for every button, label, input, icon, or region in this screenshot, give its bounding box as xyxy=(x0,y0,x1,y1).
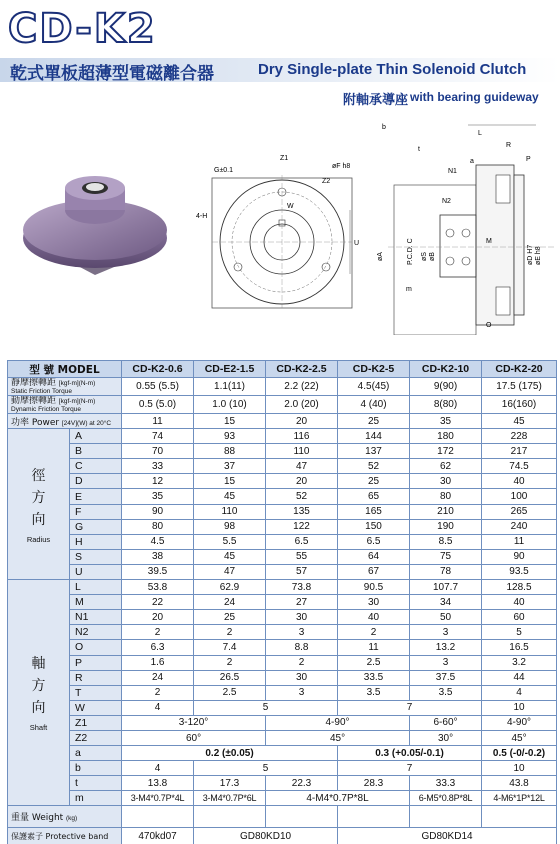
table-cell: 0.55 (5.5) xyxy=(122,378,194,396)
table-cell: 172 xyxy=(410,444,482,459)
dim-key: b xyxy=(70,761,122,776)
table-cell: 75 xyxy=(410,549,482,564)
label-l: L xyxy=(478,130,482,137)
dim-key: T xyxy=(70,685,122,700)
table-cell: 12 xyxy=(122,474,194,489)
table-cell: 38 xyxy=(122,549,194,564)
title-english: Dry Single-plate Thin Solenoid Clutch xyxy=(258,61,527,78)
table-cell: 180 xyxy=(410,429,482,444)
table-cell: 22.3 xyxy=(266,776,338,791)
table-cell: 90 xyxy=(122,504,194,519)
table-cell: 4 xyxy=(122,700,194,715)
table-cell: 30 xyxy=(338,595,410,610)
table-row xyxy=(8,625,557,640)
table-cell: 7.4 xyxy=(194,640,266,655)
table-cell: 20 xyxy=(266,414,338,429)
table-cell: 217 xyxy=(482,444,557,459)
subtitle-english: with bearing guideway xyxy=(410,90,539,104)
table-cell: 16.5 xyxy=(482,640,557,655)
model-col-3: CD-K2-2.5 xyxy=(266,361,338,378)
table-cell: 137 xyxy=(338,444,410,459)
dim-key: C xyxy=(70,459,122,474)
table-cell: 6.5 xyxy=(338,534,410,549)
table-cell: 62 xyxy=(410,459,482,474)
table-row xyxy=(8,640,557,655)
table-cell: 6-60° xyxy=(410,715,482,730)
dim-key: m xyxy=(70,791,122,806)
front-view-drawing xyxy=(192,150,364,310)
table-row xyxy=(8,444,557,459)
protective-band-label: 保護素子 Protective band xyxy=(8,828,122,844)
table-cell: 6-M5*0.8P*8L xyxy=(410,791,482,806)
table-cell: 30 xyxy=(410,474,482,489)
dim-key: N2 xyxy=(70,625,122,640)
label-o: O xyxy=(486,322,492,329)
table-cell: 240 xyxy=(482,519,557,534)
dim-key: a xyxy=(70,746,122,761)
table-cell: 3 xyxy=(266,685,338,700)
dim-key: U xyxy=(70,564,122,579)
label-u: U xyxy=(354,240,360,247)
table-cell: 8(80) xyxy=(410,396,482,414)
table-row xyxy=(8,474,557,489)
table-cell: 6.5 xyxy=(266,534,338,549)
table-cell: 5 xyxy=(482,625,557,640)
table-cell: 70 xyxy=(122,444,194,459)
dim-key: G xyxy=(70,519,122,534)
table-cell: 5.5 xyxy=(194,534,266,549)
table-cell: 8.8 xyxy=(266,640,338,655)
label-z1: Z1 xyxy=(280,155,289,162)
label-z2: Z2 xyxy=(322,178,331,185)
table-cell: 39.5 xyxy=(122,564,194,579)
table-cell: 265 xyxy=(482,504,557,519)
table-cell: 110 xyxy=(266,444,338,459)
table-cell: 17.5 (175) xyxy=(482,378,557,396)
table-cell: 1.0 (10) xyxy=(194,396,266,414)
table-cell: 5 xyxy=(194,700,338,715)
model-col-1: CD-K2-0.6 xyxy=(122,361,194,378)
model-col-6: CD-K2-20 xyxy=(482,361,557,378)
static-torque-label: 靜摩擦轉距 [kgf-m](N-m) Static Friction Torque xyxy=(8,378,122,396)
table-cell: 24 xyxy=(194,595,266,610)
table-cell: 4-90° xyxy=(482,715,557,730)
shaft-group-label: 軸 方 向 Shaft xyxy=(8,580,70,806)
label-r: R xyxy=(506,142,512,149)
table-cell: 80 xyxy=(410,489,482,504)
table-cell: 3-120° xyxy=(122,715,266,730)
table-cell: 62.9 xyxy=(194,580,266,595)
table-cell: 2 xyxy=(266,655,338,670)
table-cell: 6.3 xyxy=(122,640,194,655)
table-cell: 2.2 (22) xyxy=(266,378,338,396)
table-cell: GD80KD10 xyxy=(194,828,338,844)
table-cell: 4.5 xyxy=(122,534,194,549)
table-cell: 116 xyxy=(266,429,338,444)
table-cell: 8.5 xyxy=(410,534,482,549)
table-row xyxy=(8,489,557,504)
table-cell: 13.2 xyxy=(410,640,482,655)
table-cell: 3.2 xyxy=(482,655,557,670)
table-cell: 11 xyxy=(482,534,557,549)
table-cell: 37.5 xyxy=(410,670,482,685)
table-cell: 4 xyxy=(482,685,557,700)
table-cell: 9(90) xyxy=(410,378,482,396)
table-cell: 4-90° xyxy=(266,715,410,730)
table-cell: 4 xyxy=(122,761,194,776)
label-a: a xyxy=(470,158,474,165)
dim-key: Z1 xyxy=(70,715,122,730)
table-cell: 10 xyxy=(482,761,557,776)
table-cell: 30° xyxy=(410,730,482,745)
label-n2: N2 xyxy=(442,198,451,205)
table-cell: 3 xyxy=(410,625,482,640)
table-cell: 93.5 xyxy=(482,564,557,579)
dim-key: A xyxy=(70,429,122,444)
table-cell: 45° xyxy=(482,730,557,745)
table-cell: 50 xyxy=(410,610,482,625)
label-m: M xyxy=(486,238,492,245)
table-row xyxy=(8,564,557,579)
table-cell: 3 xyxy=(266,625,338,640)
table-cell: 4.5(45) xyxy=(338,378,410,396)
table-cell: 0.3 (+0.05/-0.1) xyxy=(338,746,482,761)
table-cell: 40 xyxy=(482,595,557,610)
table-cell: 65 xyxy=(338,489,410,504)
table-cell: 4-M4*0.7P*8L xyxy=(266,791,410,806)
table-cell: 80 xyxy=(122,519,194,534)
table-cell: 16(160) xyxy=(482,396,557,414)
table-cell: 135 xyxy=(266,504,338,519)
table-cell: 13.8 xyxy=(122,776,194,791)
static-torque-row xyxy=(8,378,557,396)
table-cell: 1.1(11) xyxy=(194,378,266,396)
table-cell: 2.5 xyxy=(338,655,410,670)
table-cell: 28.3 xyxy=(338,776,410,791)
table-cell: 0.2 (±0.05) xyxy=(122,746,338,761)
model-title: CD-K2 xyxy=(8,6,157,52)
dim-key: N1 xyxy=(70,610,122,625)
power-label: 功率 Power [24V](W) at 20°C xyxy=(8,414,122,429)
table-cell: 45 xyxy=(482,414,557,429)
table-row xyxy=(8,685,557,700)
table-cell: 7 xyxy=(338,700,482,715)
table-cell: 15 xyxy=(194,414,266,429)
table-cell: 73.8 xyxy=(266,580,338,595)
table-row xyxy=(8,776,557,791)
table-cell: 128.5 xyxy=(482,580,557,595)
label-g: G±0.1 xyxy=(214,167,234,174)
table-cell: 25 xyxy=(194,610,266,625)
table-cell xyxy=(266,806,338,828)
table-cell: 67 xyxy=(338,564,410,579)
table-cell: 4-M6*1P*12L xyxy=(482,791,557,806)
table-cell: 2 xyxy=(338,625,410,640)
table-row xyxy=(8,670,557,685)
table-cell: 5 xyxy=(194,761,338,776)
table-cell: 30 xyxy=(266,610,338,625)
table-row xyxy=(8,700,557,715)
table-cell: 107.7 xyxy=(410,580,482,595)
label-p: P xyxy=(526,156,531,163)
table-cell: 35 xyxy=(410,414,482,429)
table-cell: 100 xyxy=(482,489,557,504)
table-cell: 44 xyxy=(482,670,557,685)
table-cell: 2 xyxy=(122,685,194,700)
table-row xyxy=(8,429,557,444)
dim-key: P xyxy=(70,655,122,670)
table-cell: 45° xyxy=(266,730,410,745)
table-row xyxy=(8,655,557,670)
table-cell: 165 xyxy=(338,504,410,519)
label-w: W xyxy=(287,203,294,210)
table-cell: 47 xyxy=(266,459,338,474)
table-cell: 33.5 xyxy=(338,670,410,685)
table-cell: 40 xyxy=(338,610,410,625)
label-os: øS xyxy=(421,252,428,261)
model-col-4: CD-K2-5 xyxy=(338,361,410,378)
label-ob: øB xyxy=(429,252,436,261)
dynamic-torque-row xyxy=(8,396,557,414)
table-row xyxy=(8,459,557,474)
table-row xyxy=(8,595,557,610)
table-cell: 11 xyxy=(338,640,410,655)
table-row xyxy=(8,730,557,745)
model-col-2: CD-E2-1.5 xyxy=(194,361,266,378)
table-cell: 1.6 xyxy=(122,655,194,670)
table-row xyxy=(8,715,557,730)
spec-table xyxy=(7,360,557,844)
table-row xyxy=(8,504,557,519)
table-cell: 4 (40) xyxy=(338,396,410,414)
subtitle-chinese: 附軸承導座 xyxy=(343,93,409,108)
table-cell: 40 xyxy=(482,474,557,489)
table-cell: 15 xyxy=(194,474,266,489)
dim-key: D xyxy=(70,474,122,489)
table-cell: 25 xyxy=(338,474,410,489)
table-cell xyxy=(194,806,266,828)
dim-key: t xyxy=(70,776,122,791)
dim-key: L xyxy=(70,580,122,595)
label-oa: øA xyxy=(377,252,384,261)
table-cell: 33 xyxy=(122,459,194,474)
table-cell: 10 xyxy=(482,700,557,715)
table-cell: 228 xyxy=(482,429,557,444)
table-cell: 30 xyxy=(266,670,338,685)
table-cell: 190 xyxy=(410,519,482,534)
table-cell: 2.5 xyxy=(194,685,266,700)
table-cell: 25 xyxy=(338,414,410,429)
table-cell: 74.5 xyxy=(482,459,557,474)
table-cell: 33.3 xyxy=(410,776,482,791)
label-n1: N1 xyxy=(448,168,457,175)
dim-key: W xyxy=(70,700,122,715)
weight-label: 重量 Weight (kg) xyxy=(8,806,122,828)
protective-band-row xyxy=(8,828,557,844)
page-header xyxy=(0,0,560,110)
table-cell: 26.5 xyxy=(194,670,266,685)
model-label: 型 號 MODEL xyxy=(8,361,122,378)
model-col-5: CD-K2-10 xyxy=(410,361,482,378)
radius-group-label: 徑 方 向 Radius xyxy=(8,429,70,580)
table-cell: 93 xyxy=(194,429,266,444)
table-cell: 52 xyxy=(338,459,410,474)
dim-key: Z2 xyxy=(70,730,122,745)
table-cell xyxy=(338,806,410,828)
table-cell: 122 xyxy=(266,519,338,534)
table-cell xyxy=(122,806,194,828)
table-cell: 55 xyxy=(266,549,338,564)
label-b: b xyxy=(382,124,386,131)
table-row xyxy=(8,549,557,564)
table-cell: 0.5 (5.0) xyxy=(122,396,194,414)
table-cell: 7 xyxy=(338,761,482,776)
dynamic-torque-label: 動摩擦轉距 [kgf-m](N-m) Dynamic Friction Torque xyxy=(8,396,122,414)
table-cell: 37 xyxy=(194,459,266,474)
table-cell: 47 xyxy=(194,564,266,579)
table-cell: 2 xyxy=(194,625,266,640)
table-cell: 27 xyxy=(266,595,338,610)
table-row xyxy=(8,761,557,776)
label-mm: m xyxy=(406,286,412,293)
table-cell xyxy=(482,806,557,828)
dim-key: H xyxy=(70,534,122,549)
table-row xyxy=(8,534,557,549)
table-cell: 144 xyxy=(338,429,410,444)
table-cell: 35 xyxy=(122,489,194,504)
table-cell: 88 xyxy=(194,444,266,459)
table-cell: 3 xyxy=(410,655,482,670)
label-oeh8: øE h8 xyxy=(535,246,542,265)
table-cell: 24 xyxy=(122,670,194,685)
table-cell: 17.3 xyxy=(194,776,266,791)
table-cell: 34 xyxy=(410,595,482,610)
table-cell: 150 xyxy=(338,519,410,534)
side-view-drawing xyxy=(368,115,558,335)
table-cell: 60° xyxy=(122,730,266,745)
table-cell: 45 xyxy=(194,549,266,564)
table-cell: 470kd07 xyxy=(122,828,194,844)
table-cell: 64 xyxy=(338,549,410,564)
product-photo xyxy=(10,150,180,300)
dim-key: S xyxy=(70,549,122,564)
power-row xyxy=(8,414,557,429)
table-cell: 22 xyxy=(122,595,194,610)
dim-key: R xyxy=(70,670,122,685)
table-cell: 43.8 xyxy=(482,776,557,791)
table-cell: GD80KD14 xyxy=(338,828,557,844)
table-cell: 90.5 xyxy=(338,580,410,595)
table-cell: 78 xyxy=(410,564,482,579)
table-cell: 3-M4*0.7P*4L xyxy=(122,791,194,806)
title-chinese: 乾式單板超薄型電磁離合器 xyxy=(10,64,214,84)
table-row xyxy=(8,519,557,534)
table-cell: 20 xyxy=(122,610,194,625)
weight-row xyxy=(8,806,557,828)
table-cell: 57 xyxy=(266,564,338,579)
dim-key: E xyxy=(70,489,122,504)
table-cell: 3.5 xyxy=(410,685,482,700)
dim-key: B xyxy=(70,444,122,459)
table-cell: 2 xyxy=(122,625,194,640)
table-row xyxy=(8,746,557,761)
table-cell: 20 xyxy=(266,474,338,489)
table-cell: 2 xyxy=(194,655,266,670)
table-cell: 52 xyxy=(266,489,338,504)
dim-key: F xyxy=(70,504,122,519)
table-cell: 0.5 (-0/-0.2) xyxy=(482,746,557,761)
dim-key: O xyxy=(70,640,122,655)
table-cell: 53.8 xyxy=(122,580,194,595)
table-cell: 110 xyxy=(194,504,266,519)
table-cell xyxy=(410,806,482,828)
table-row xyxy=(8,791,557,806)
table-cell: 90 xyxy=(482,549,557,564)
table-cell: 3.5 xyxy=(338,685,410,700)
table-row xyxy=(8,610,557,625)
table-cell: 60 xyxy=(482,610,557,625)
label-pcd: P.C.D. C xyxy=(407,238,414,265)
table-cell: 3-M4*0.7P*6L xyxy=(194,791,266,806)
label-4h: 4-H xyxy=(196,213,208,220)
table-row xyxy=(8,580,557,595)
table-cell: 74 xyxy=(122,429,194,444)
table-cell: 11 xyxy=(122,414,194,429)
label-t: t xyxy=(418,146,420,153)
table-cell: 2.0 (20) xyxy=(266,396,338,414)
label-fh8: øF h8 xyxy=(332,163,351,170)
dim-key: M xyxy=(70,595,122,610)
table-cell: 98 xyxy=(194,519,266,534)
model-row xyxy=(8,361,557,378)
table-cell: 45 xyxy=(194,489,266,504)
table-cell: 210 xyxy=(410,504,482,519)
label-odh7: øD H7 xyxy=(527,244,534,265)
